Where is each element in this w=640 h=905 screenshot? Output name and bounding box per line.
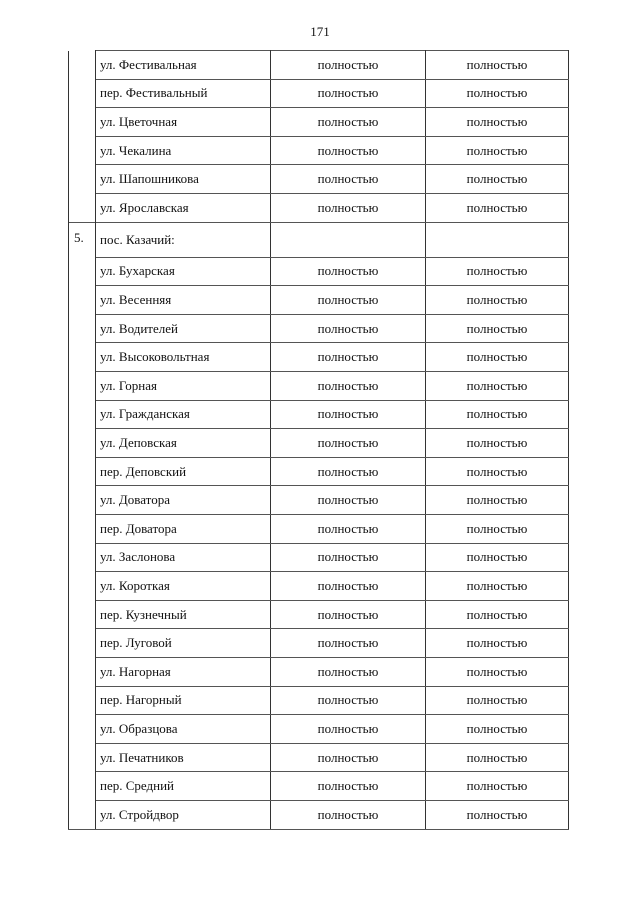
coverage-cell-col4: полностью bbox=[426, 372, 569, 401]
coverage-cell-col4: полностью bbox=[426, 457, 569, 486]
coverage-cell-col4: полностью bbox=[426, 165, 569, 194]
table-row bbox=[69, 193, 569, 222]
coverage-cell-col4: полностью bbox=[426, 486, 569, 515]
table-row bbox=[69, 165, 569, 194]
row-number bbox=[69, 686, 96, 715]
coverage-cell-col3: полностью bbox=[271, 79, 426, 108]
street-name-cell: ул. Нагорная bbox=[96, 657, 271, 686]
table-row bbox=[69, 372, 569, 401]
coverage-cell-col3 bbox=[271, 222, 426, 257]
streets-table bbox=[68, 50, 569, 830]
street-name-cell: ул. Чекалина bbox=[96, 136, 271, 165]
street-name-cell: пер. Кузнечный bbox=[96, 600, 271, 629]
coverage-cell-col3: полностью bbox=[271, 165, 426, 194]
street-name-cell: ул. Короткая bbox=[96, 572, 271, 601]
coverage-cell-col4: полностью bbox=[426, 715, 569, 744]
street-name-cell: ул. Цветочная bbox=[96, 108, 271, 137]
row-number bbox=[69, 429, 96, 458]
coverage-cell-col3: полностью bbox=[271, 686, 426, 715]
coverage-cell-col4 bbox=[426, 222, 569, 257]
table-row bbox=[69, 343, 569, 372]
table-row bbox=[69, 715, 569, 744]
coverage-cell-col3: полностью bbox=[271, 600, 426, 629]
coverage-cell-col3: полностью bbox=[271, 108, 426, 137]
table-row bbox=[69, 743, 569, 772]
street-name-cell: пер. Деповский bbox=[96, 457, 271, 486]
page-number: 171 bbox=[310, 24, 330, 39]
row-number bbox=[69, 51, 96, 80]
street-name-cell: ул. Образцова bbox=[96, 715, 271, 744]
coverage-cell-col3: полностью bbox=[271, 136, 426, 165]
coverage-cell-col4: полностью bbox=[426, 400, 569, 429]
coverage-cell-col3: полностью bbox=[271, 372, 426, 401]
coverage-cell-col4: полностью bbox=[426, 193, 569, 222]
coverage-cell-col3: полностью bbox=[271, 800, 426, 829]
row-number bbox=[69, 193, 96, 222]
coverage-cell-col3: полностью bbox=[271, 743, 426, 772]
coverage-cell-col4: полностью bbox=[426, 343, 569, 372]
coverage-cell-col4: полностью bbox=[426, 314, 569, 343]
coverage-cell-col4: полностью bbox=[426, 657, 569, 686]
street-name-cell: пер. Фестивальный bbox=[96, 79, 271, 108]
coverage-cell-col3: полностью bbox=[271, 51, 426, 80]
street-name-cell: ул. Деповская bbox=[96, 429, 271, 458]
table-row bbox=[69, 686, 569, 715]
coverage-cell-col4: полностью bbox=[426, 429, 569, 458]
coverage-cell-col3: полностью bbox=[271, 257, 426, 286]
table-row bbox=[69, 429, 569, 458]
table-row bbox=[69, 136, 569, 165]
table-row bbox=[69, 108, 569, 137]
row-number bbox=[69, 165, 96, 194]
table-row bbox=[69, 314, 569, 343]
coverage-cell-col3: полностью bbox=[271, 343, 426, 372]
table-row bbox=[69, 657, 569, 686]
row-number bbox=[69, 108, 96, 137]
row-number bbox=[69, 657, 96, 686]
street-name-cell: ул. Водителей bbox=[96, 314, 271, 343]
street-name-cell: ул. Гражданская bbox=[96, 400, 271, 429]
street-name-cell: пер. Доватора bbox=[96, 515, 271, 544]
coverage-cell-col4: полностью bbox=[426, 286, 569, 315]
table-row bbox=[69, 629, 569, 658]
coverage-cell-col4: полностью bbox=[426, 629, 569, 658]
row-number bbox=[69, 715, 96, 744]
table-row bbox=[69, 457, 569, 486]
coverage-cell-col3: полностью bbox=[271, 314, 426, 343]
street-name-cell: ул. Бухарская bbox=[96, 257, 271, 286]
coverage-cell-col4: полностью bbox=[426, 79, 569, 108]
table-row bbox=[69, 515, 569, 544]
row-number bbox=[69, 515, 96, 544]
street-name-cell: ул. Фестивальная bbox=[96, 51, 271, 80]
coverage-cell-col3: полностью bbox=[271, 515, 426, 544]
row-number bbox=[69, 543, 96, 572]
coverage-cell-col3: полностью bbox=[271, 429, 426, 458]
street-name-cell: ул. Доватора bbox=[96, 486, 271, 515]
coverage-cell-col4: полностью bbox=[426, 543, 569, 572]
street-name-cell: ул. Печатников bbox=[96, 743, 271, 772]
coverage-cell-col4: полностью bbox=[426, 772, 569, 801]
table-row bbox=[69, 800, 569, 829]
row-number bbox=[69, 457, 96, 486]
street-name-cell: ул. Горная bbox=[96, 372, 271, 401]
coverage-cell-col4: полностью bbox=[426, 800, 569, 829]
row-number bbox=[69, 343, 96, 372]
table-body bbox=[69, 51, 569, 830]
table-row bbox=[69, 51, 569, 80]
street-name-cell: пер. Нагорный bbox=[96, 686, 271, 715]
row-number bbox=[69, 372, 96, 401]
row-number bbox=[69, 79, 96, 108]
coverage-cell-col4: полностью bbox=[426, 572, 569, 601]
table-row bbox=[69, 486, 569, 515]
row-number bbox=[69, 486, 96, 515]
coverage-cell-col3: полностью bbox=[271, 715, 426, 744]
coverage-cell-col4: полностью bbox=[426, 51, 569, 80]
street-name-cell: пер. Луговой bbox=[96, 629, 271, 658]
row-number bbox=[69, 600, 96, 629]
row-number bbox=[69, 136, 96, 165]
row-number bbox=[69, 800, 96, 829]
street-name-cell: ул. Весенняя bbox=[96, 286, 271, 315]
table-row bbox=[69, 222, 569, 257]
street-name-cell: ул. Шапошникова bbox=[96, 165, 271, 194]
row-number bbox=[69, 572, 96, 601]
coverage-cell-col3: полностью bbox=[271, 193, 426, 222]
table-row bbox=[69, 543, 569, 572]
street-name-cell: пер. Средний bbox=[96, 772, 271, 801]
coverage-cell-col4: полностью bbox=[426, 136, 569, 165]
coverage-cell-col3: полностью bbox=[271, 486, 426, 515]
coverage-cell-col3: полностью bbox=[271, 572, 426, 601]
coverage-cell-col4: полностью bbox=[426, 600, 569, 629]
coverage-cell-col3: полностью bbox=[271, 543, 426, 572]
row-number bbox=[69, 257, 96, 286]
row-number bbox=[69, 629, 96, 658]
row-number bbox=[69, 743, 96, 772]
table-row bbox=[69, 772, 569, 801]
row-number bbox=[69, 286, 96, 315]
coverage-cell-col3: полностью bbox=[271, 772, 426, 801]
street-name-cell: ул. Стройдвор bbox=[96, 800, 271, 829]
coverage-cell-col4: полностью bbox=[426, 743, 569, 772]
street-name-cell: ул. Ярославская bbox=[96, 193, 271, 222]
row-number: 5. bbox=[69, 222, 96, 257]
coverage-cell-col3: полностью bbox=[271, 457, 426, 486]
table-row bbox=[69, 79, 569, 108]
table-row bbox=[69, 286, 569, 315]
table-row bbox=[69, 600, 569, 629]
coverage-cell-col4: полностью bbox=[426, 515, 569, 544]
street-name-cell: пос. Казачий: bbox=[96, 222, 271, 257]
coverage-cell-col4: полностью bbox=[426, 257, 569, 286]
street-name-cell: ул. Высоковольтная bbox=[96, 343, 271, 372]
coverage-cell-col3: полностью bbox=[271, 629, 426, 658]
coverage-cell-col3: полностью bbox=[271, 657, 426, 686]
street-name-cell: ул. Заслонова bbox=[96, 543, 271, 572]
table-row bbox=[69, 257, 569, 286]
row-number bbox=[69, 400, 96, 429]
coverage-cell-col3: полностью bbox=[271, 400, 426, 429]
table-row bbox=[69, 400, 569, 429]
row-number bbox=[69, 772, 96, 801]
coverage-cell-col4: полностью bbox=[426, 686, 569, 715]
table-row bbox=[69, 572, 569, 601]
row-number bbox=[69, 314, 96, 343]
coverage-cell-col4: полностью bbox=[426, 108, 569, 137]
coverage-cell-col3: полностью bbox=[271, 286, 426, 315]
